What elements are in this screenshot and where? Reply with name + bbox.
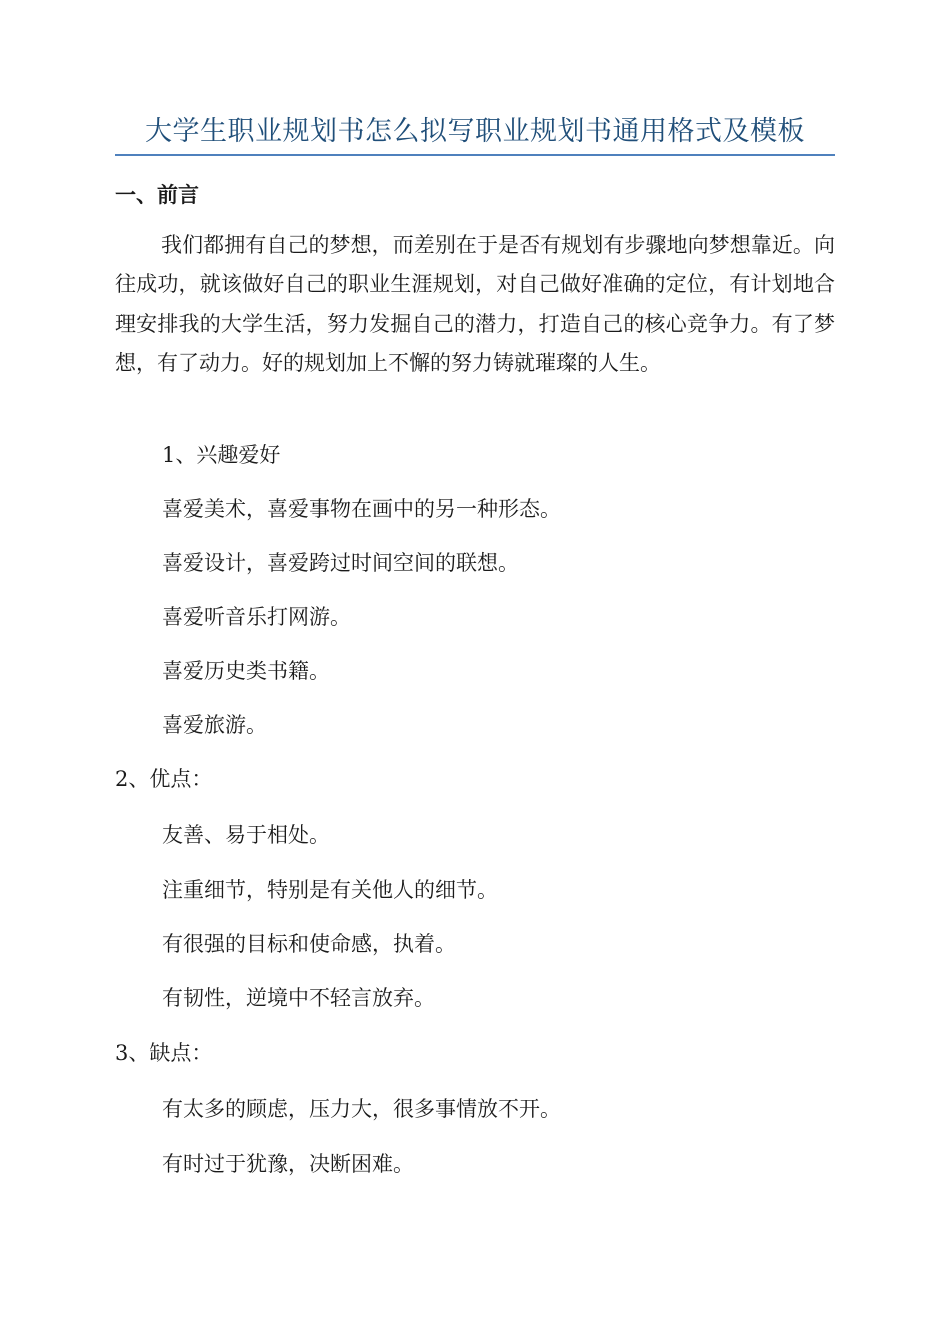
strengths-heading: 2、优点： xyxy=(115,767,213,791)
section-heading-preface: 一、前言 xyxy=(115,182,199,207)
strength-item: 有很强的目标和使命感，执着。 xyxy=(162,932,456,956)
weakness-item: 有太多的顾虑，压力大，很多事情放不开。 xyxy=(162,1097,561,1121)
document-title: 大学生职业规划书怎么拟写职业规划书通用格式及模板 xyxy=(145,116,805,147)
interest-item: 喜爱设计，喜爱跨过时间空间的联想。 xyxy=(162,551,519,575)
title-underline xyxy=(115,154,835,156)
strength-item: 有韧性，逆境中不轻言放弃。 xyxy=(162,986,435,1010)
interest-item: 喜爱听音乐打网游。 xyxy=(162,605,351,629)
interest-item: 喜爱历史类书籍。 xyxy=(162,659,330,683)
weaknesses-heading: 3、缺点： xyxy=(115,1041,213,1065)
strength-item: 友善、易于相处。 xyxy=(162,823,330,847)
interests-heading: 1、兴趣爱好 xyxy=(162,443,281,467)
preface-paragraph: 我们都拥有自己的梦想，而差别在于是否有规划有步骤地向梦想靠近。向往成功，就该做好自己的职业生涯规划，对自己做好准确的定位，有计划地合理安排我的大学生活，努力发掘自己的潜力，打造自己的核心竞争力。有了梦想，有了动力。好的规划加上不懈的努力铸就璀璨的人生。 xyxy=(115,233,835,376)
weakness-item: 有时过于犹豫，决断困难。 xyxy=(162,1152,414,1176)
strength-item: 注重细节，特别是有关他人的细节。 xyxy=(162,878,498,902)
interest-item: 喜爱美术，喜爱事物在画中的另一种形态。 xyxy=(162,497,561,521)
interest-item: 喜爱旅游。 xyxy=(162,713,267,737)
